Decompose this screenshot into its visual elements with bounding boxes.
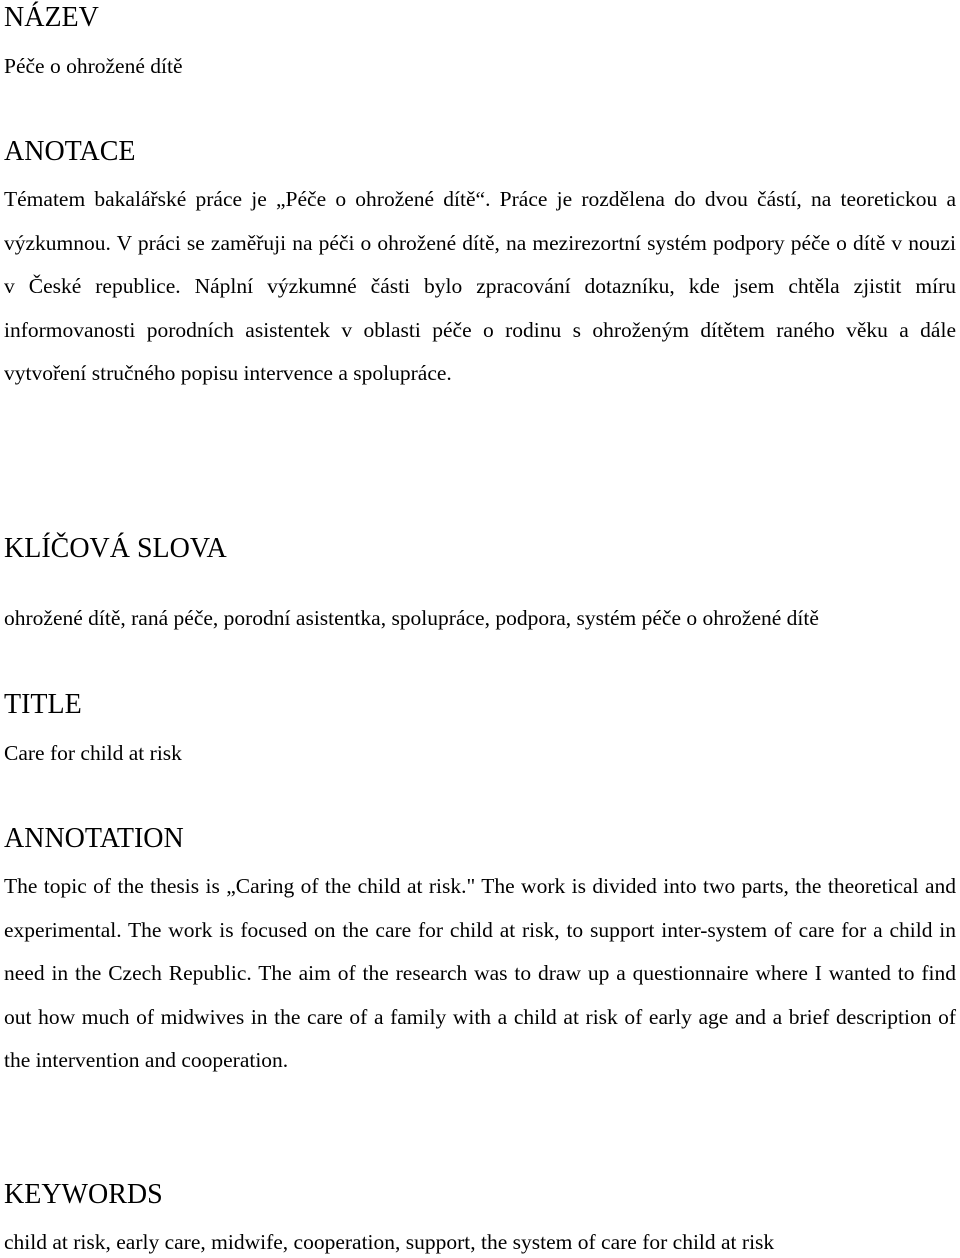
title-text: Care for child at risk [4, 741, 182, 765]
annotation-text: The topic of the thesis is „Caring of the child at risk." The work is divided into two parts, the theoretical and experimental. The work is focused on the care for child at risk, to support inter-system of care for a child in need in the Czech Republic. The aim of the research was to draw up a questionnaire where I wanted to find out how much of midwives in the care of a family with a child at risk of early age and a brief description of the intervention and cooperation. [4, 874, 956, 1073]
klicova-slova-heading: KLÍČOVÁ SLOVA [4, 533, 227, 564]
keywords-text: child at risk, early care, midwife, cooperation, support, the system of care for child at risk [4, 1230, 775, 1254]
klicova-slova-text: ohrožené dítě, raná péče, porodní asistentka, spolupráce, podpora, systém péče o ohrožené dítě [4, 606, 819, 630]
anotace-text: Tématem bakalářské práce je „Péče o ohrožené dítě“. Práce je rozdělena do dvou částí, na teoretickou a výzkumnou. V práci se zaměřuji na péči o ohrožené dítě, na mezirezortní systém podpory péče o dítě v nouzi v České republice. Náplní výzkumné části bylo zpracování dotazníku, kde jsem chtěla zjistit míru informovanosti porodních asistentek v oblasti péče o rodinu s ohroženým dítětem raného věku a dále vytvoření stručného popisu intervence a spolupráce. [4, 187, 956, 386]
nazev-heading: NÁZEV [4, 2, 99, 33]
nazev-text: Péče o ohrožené dítě [4, 54, 183, 78]
annotation-heading: ANNOTATION [4, 823, 184, 854]
keywords-heading: KEYWORDS [4, 1179, 163, 1210]
anotace-heading: ANOTACE [4, 136, 136, 167]
title-heading: TITLE [4, 689, 82, 720]
